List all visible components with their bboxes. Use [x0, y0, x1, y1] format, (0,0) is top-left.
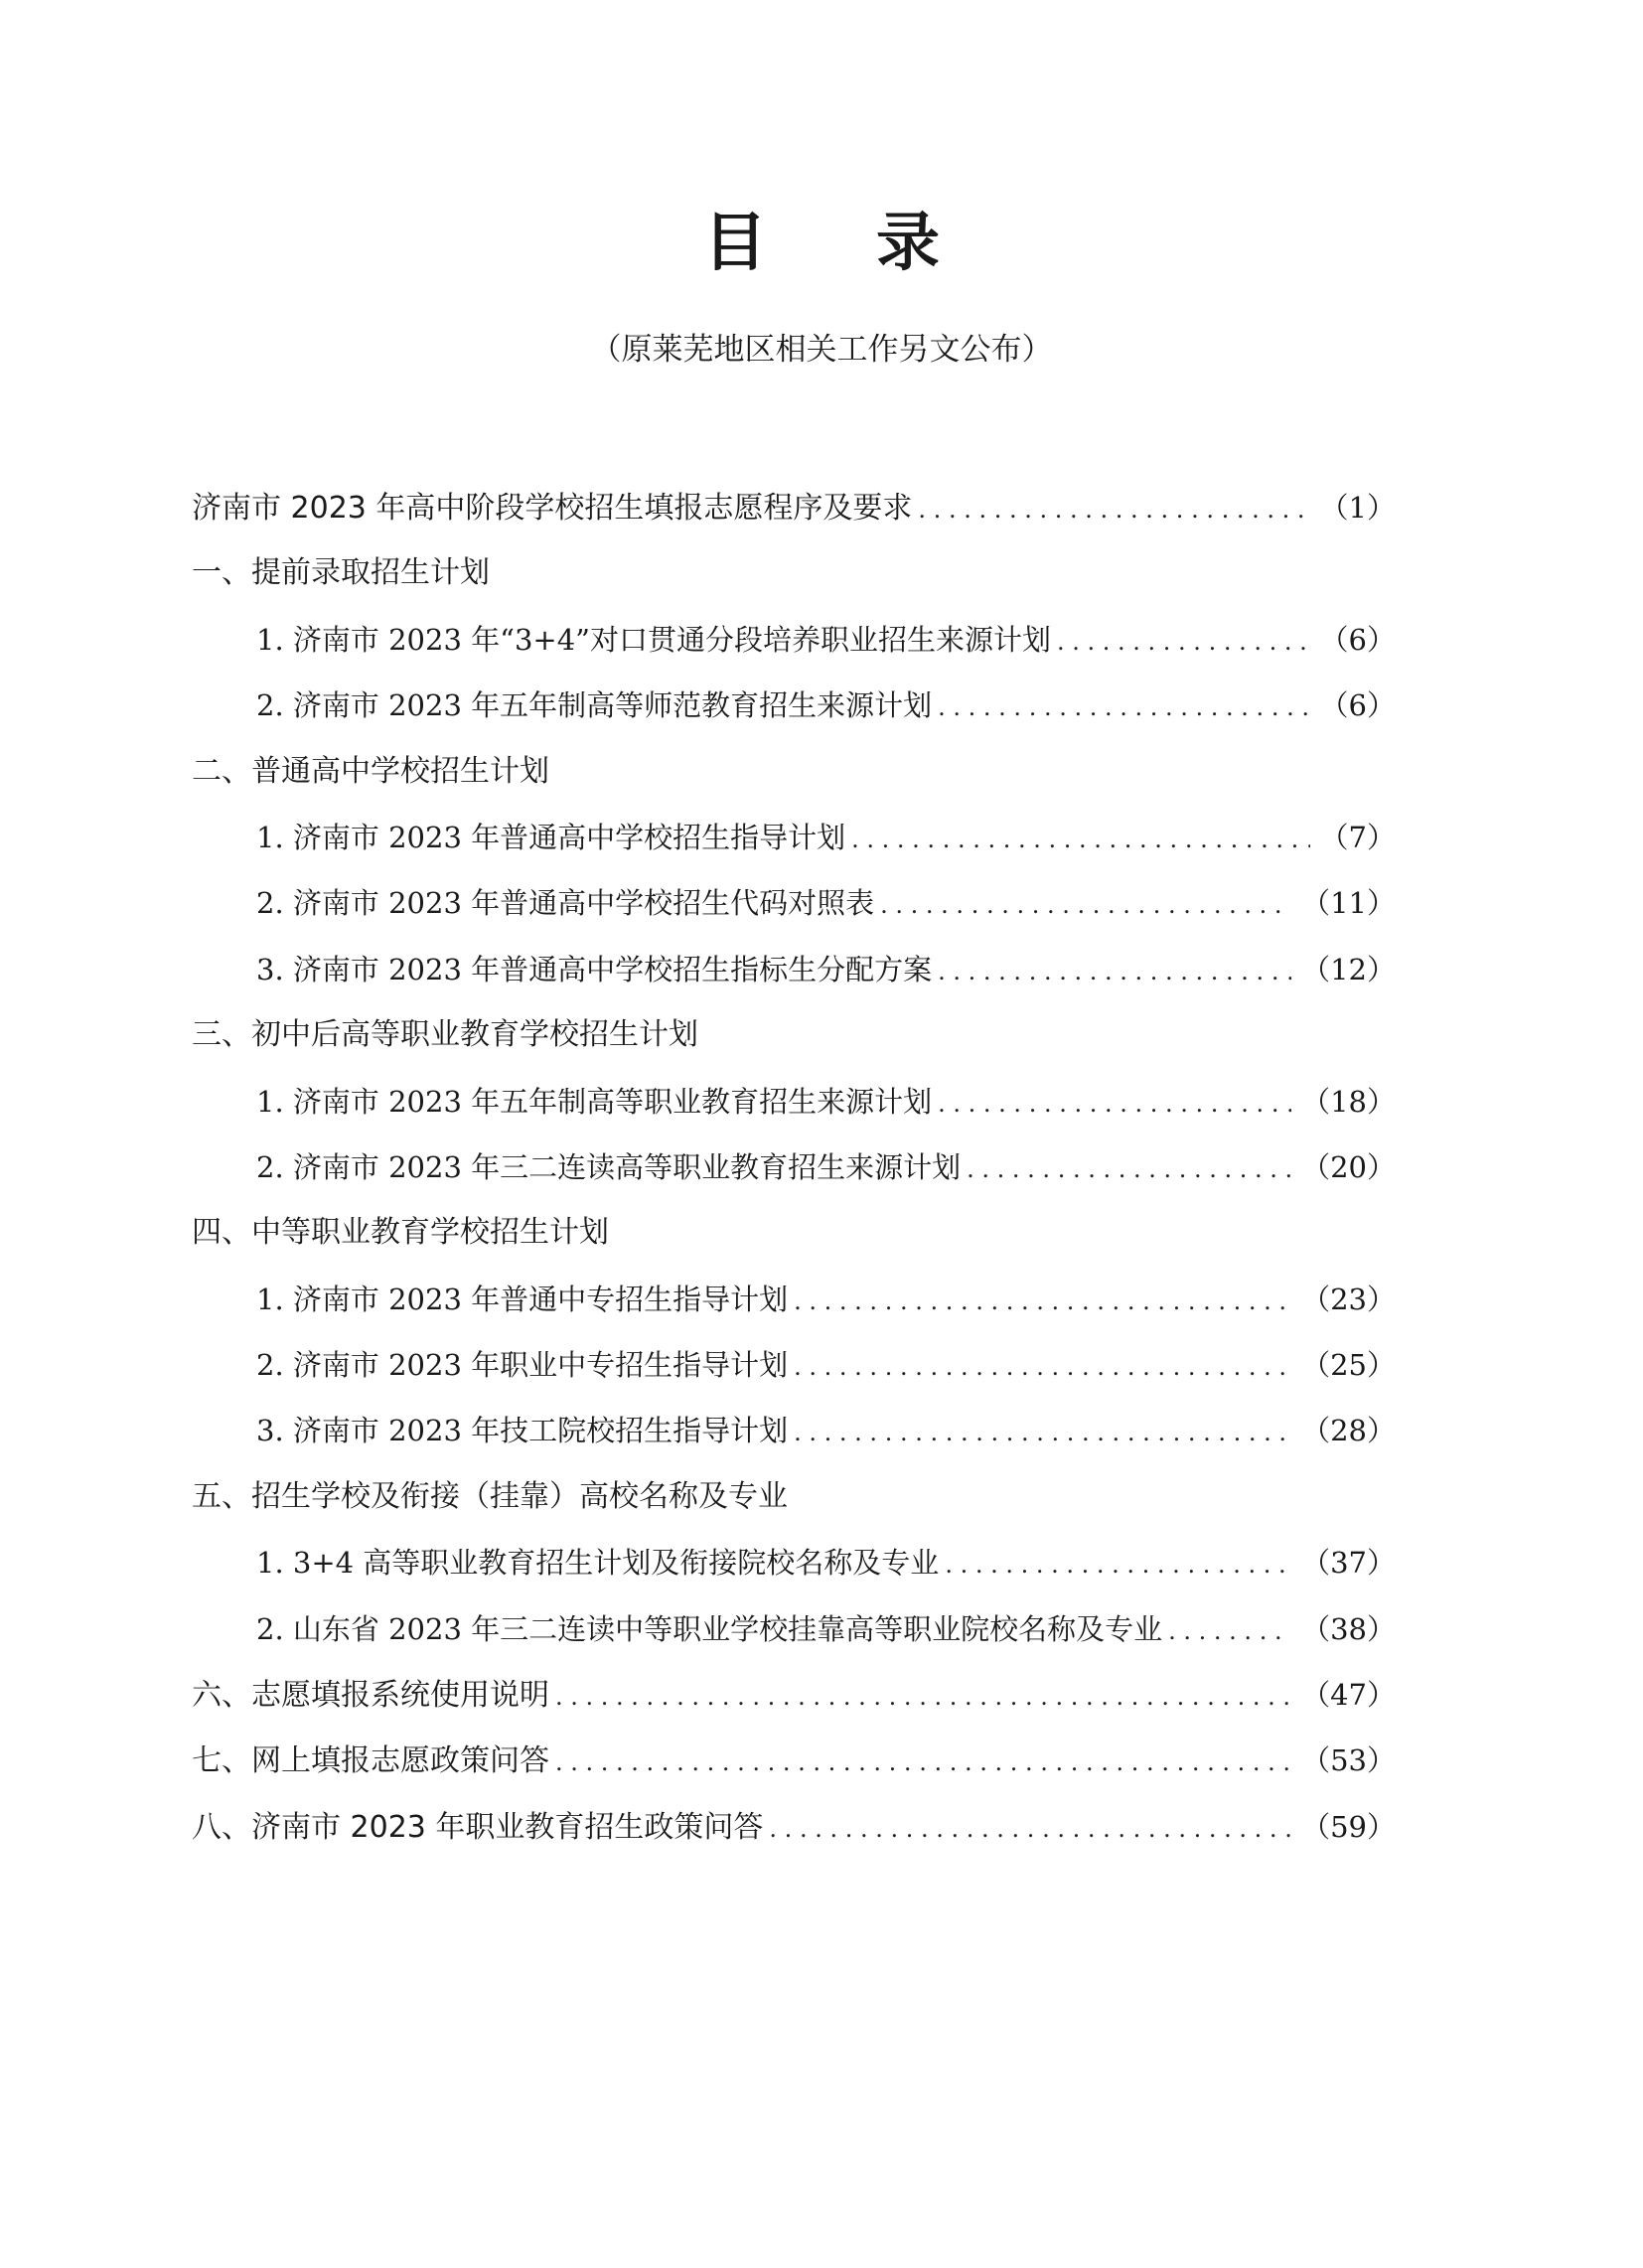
- toc-page-number: （6）: [1319, 688, 1396, 723]
- toc-dot-leader: [794, 1400, 1291, 1465]
- toc-entry-label: 2. 济南市 2023 年职业中专招生指导计划: [256, 1348, 789, 1383]
- toc-page-number: （23）: [1301, 1282, 1396, 1316]
- toc-page-number: （7）: [1319, 820, 1396, 854]
- toc-page-number: （53）: [1301, 1743, 1396, 1778]
- toc-subsection-entry[interactable]: [192, 1134, 1396, 1200]
- toc-subsection-entry[interactable]: [192, 870, 1396, 936]
- toc-dot-leader: [938, 1071, 1291, 1136]
- toc-entry-label: 3. 济南市 2023 年普通高中学校招生指标生分配方案: [256, 952, 933, 986]
- toc-entry-label: 二、普通高中学校招生计划: [192, 753, 549, 789]
- toc-section-entry[interactable]: [192, 1728, 1396, 1793]
- toc-entry-label: 一、提前录取招生计划: [192, 555, 490, 591]
- toc-dot-leader: [555, 1664, 1291, 1730]
- toc-entry-label: 1. 济南市 2023 年普通高中学校招生指导计划: [256, 820, 846, 854]
- toc-entry-label: 三、初中后高等职业教育学校招生计划: [192, 1017, 698, 1053]
- page-subtitle: （原莱芜地区相关工作另文公布）: [590, 332, 1053, 368]
- toc-entry-label: 2. 济南市 2023 年普通高中学校招生代码对照表: [256, 886, 875, 921]
- toc-section-entry[interactable]: [192, 1662, 1396, 1728]
- toc-subsection-entry[interactable]: [192, 805, 1396, 870]
- toc-page-number: （6）: [1319, 622, 1396, 657]
- toc-page-number: （11）: [1301, 886, 1396, 921]
- toc-dot-leader: [938, 675, 1309, 740]
- toc-dot-leader: [967, 1136, 1291, 1202]
- toc-dot-leader: [794, 1334, 1291, 1400]
- toc-dot-leader: [794, 1269, 1291, 1334]
- toc-entry-label: 1. 济南市 2023 年普通中专招生指导计划: [256, 1282, 789, 1316]
- toc-section-entry[interactable]: [192, 1794, 1396, 1860]
- toc-subsection-entry[interactable]: [192, 1332, 1396, 1398]
- toc-page-number: （18）: [1301, 1084, 1396, 1119]
- toc-section-entry[interactable]: [192, 739, 1396, 805]
- toc-page-number: （47）: [1301, 1678, 1396, 1713]
- toc-entry-label: 济南市 2023 年高中阶段学校招生填报志愿程序及要求: [192, 491, 913, 526]
- toc-page-number: （20）: [1301, 1149, 1396, 1184]
- toc-subsection-entry[interactable]: [192, 937, 1396, 1002]
- toc-section-entry[interactable]: [192, 1200, 1396, 1266]
- toc-dot-leader: [1057, 609, 1310, 675]
- toc-entry-label: 八、济南市 2023 年职业教育招生政策问答: [192, 1809, 764, 1845]
- toc-page-number: （38）: [1301, 1611, 1396, 1646]
- toc-page-number: （37）: [1301, 1546, 1396, 1581]
- toc-dot-leader: [769, 1796, 1291, 1862]
- toc-entry-label: 五、招生学校及衔接（挂靠）高校名称及专业: [192, 1478, 788, 1514]
- toc-dot-leader: [945, 1532, 1291, 1597]
- toc-subsection-entry[interactable]: [192, 1530, 1396, 1595]
- toc-entry-label: 2. 济南市 2023 年三二连读高等职业教育招生来源计划: [256, 1149, 962, 1184]
- toc-subsection-entry[interactable]: [192, 1267, 1396, 1332]
- toc-section-entry[interactable]: [192, 1464, 1396, 1530]
- toc-dot-leader: [851, 807, 1309, 872]
- toc-dot-leader: [1168, 1598, 1291, 1664]
- page-title: 目录: [703, 206, 1049, 280]
- toc-dot-leader: [938, 939, 1291, 1004]
- toc-entry-label: 2. 山东省 2023 年三二连读中等职业学校挂靠高等职业院校名称及专业: [256, 1611, 1163, 1646]
- toc-entry-label: 2. 济南市 2023 年五年制高等师范教育招生来源计划: [256, 688, 933, 723]
- table-of-contents: [192, 475, 1396, 1860]
- toc-entry-label: 1. 济南市 2023 年五年制高等职业教育招生来源计划: [256, 1084, 933, 1119]
- toc-section-entry[interactable]: [192, 540, 1396, 606]
- toc-subsection-entry[interactable]: [192, 1596, 1396, 1662]
- toc-entry-label: 七、网上填报志愿政策问答: [192, 1743, 549, 1779]
- toc-page-number: （25）: [1301, 1348, 1396, 1383]
- toc-subsection-entry[interactable]: [192, 1398, 1396, 1463]
- toc-page-number: （59）: [1301, 1809, 1396, 1844]
- toc-dot-leader: [880, 872, 1291, 938]
- toc-entry-label: 3. 济南市 2023 年技工院校招生指导计划: [256, 1414, 789, 1448]
- toc-entry-label: 六、志愿填报系统使用说明: [192, 1678, 549, 1714]
- toc-entry-label: 四、中等职业教育学校招生计划: [192, 1215, 609, 1251]
- toc-entry-label: 1. 济南市 2023 年“3+4”对口贯通分段培养职业招生来源计划: [256, 622, 1051, 657]
- toc-subsection-entry[interactable]: [192, 673, 1396, 738]
- toc-dot-leader: [918, 477, 1309, 542]
- toc-page-number: （12）: [1301, 952, 1396, 986]
- toc-subsection-entry[interactable]: [192, 607, 1396, 673]
- toc-page-number: （28）: [1301, 1414, 1396, 1448]
- toc-section-entry[interactable]: [192, 475, 1396, 540]
- toc-section-entry[interactable]: [192, 1002, 1396, 1068]
- toc-subsection-entry[interactable]: [192, 1069, 1396, 1134]
- toc-entry-label: 1. 3+4 高等职业教育招生计划及衔接院校名称及专业: [256, 1546, 940, 1581]
- toc-dot-leader: [555, 1730, 1291, 1795]
- toc-page-number: （1）: [1319, 491, 1396, 525]
